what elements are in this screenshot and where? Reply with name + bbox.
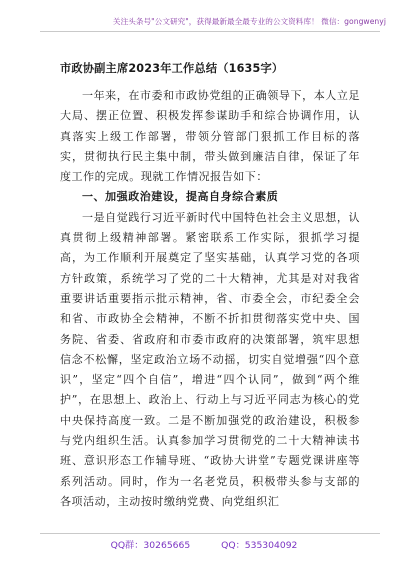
- footer: [0, 537, 408, 551]
- footer-qq: QQ：535304092: [221, 540, 298, 551]
- document-body: [60, 60, 360, 512]
- footer-divider: [40, 533, 380, 534]
- top-banner: 关注头条号"公文研究"，获得最新最全最专业的公文资料库！ 微信：gongwenyj: [112, 17, 386, 26]
- document-title: 市政协副主席2023年工作总结（1635字）: [60, 62, 284, 75]
- section-paragraph: 一是自觉践行习近平新时代中国特色社会主义思想，认真贯彻上级精神部署。紧密联系工作实际，狠抓学习提高，为工作顺利开展奠定了坚实基础，认真学习党的各项方针政策，系统学习了党的二十大精神，尤其是对对我省重要讲话重要指示批示精神，省、市委全会，市纪委全会和省、市政协全会精神，不断不折扣贯彻落实党中央、国务院、省委、省政府和市委市政府的决策部署，筑牢思想信念不松懈，坚定政治立场不动摇，切实自觉增强“四个意识”，坚定“四个自信”，增进“四个认同”，做到“两个维护”，在思想上、政治上、行动上与习近平同志为核心的党中央保持高度一致。二是不断加强党的政治建设，积极参与党内组织生活。认真参加学习贯彻党的二十大精神读书班、意识形态工作辅导班、“政协大讲堂”专题党课讲座等系列活动。同时，作为一名老党员，积极带头参与支部的各项活动，主动按时缴纳党费、向党组织汇: [60, 210, 360, 508]
- section-heading: 一、加强政治建设，提高自身综合素质: [82, 190, 279, 204]
- footer-qq-group: QQ群：30265665: [110, 540, 191, 551]
- intro-paragraph: 一年来，在市委和市政协党组的正确领导下，本人立足大局、摆正位置、积极发挥参谋助手和综合协调作用，认真落实上级工作部署，带领分管部门狠抓工作目标的落实，贯彻执行民主集中制，带头做到廉洁自律，保证了年度工作的完成。现就工作情况报告如下：: [60, 89, 360, 184]
- header-divider: [40, 31, 380, 32]
